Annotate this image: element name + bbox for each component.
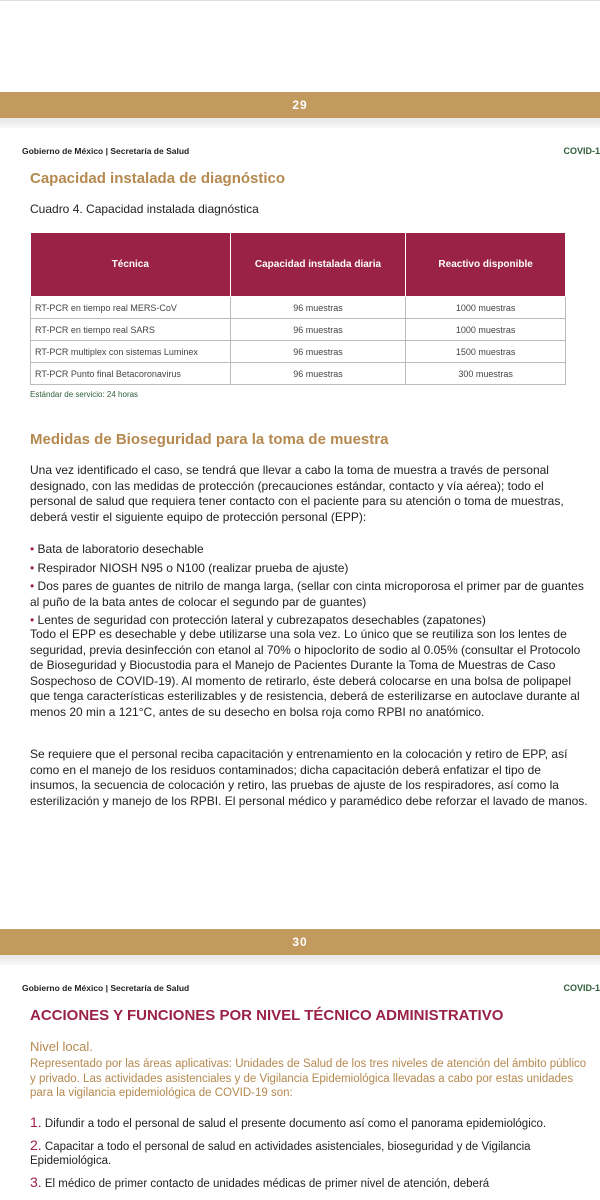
paragraph: Una vez identificado el caso, se tendrá que llevar a cabo la toma de muestra a través de personal designado, con las medidas de protección (precauciones estándar, contacto y vía aérea); todo el personal de salud que requiera tener contacto con el paciente para su atención o toma de muestras, deberá vestir el siguiente equipo de protección personal (EPP): [30,463,564,524]
table-cell: 1000 muestras [406,319,566,341]
page-number-band [0,929,600,955]
table-cell: RT-PCR Punto final Betacoronavirus [31,363,231,385]
covid-label: COVID-1 [563,146,600,156]
table-row [31,341,566,363]
page-header [0,128,600,156]
document-page-29 [0,128,600,928]
table-note: Estándar de servicio: 24 horas [30,390,139,399]
section-title: Capacidad instalada de diagnóstico [30,170,286,187]
government-label: Gobierno de México | Secretaría de Salud [22,146,190,156]
list-item: • Respirador NIOSH N95 o N100 (realizar prueba de ajuste) [30,560,349,575]
page-number-band [0,92,600,118]
table-cell: 300 muestras [406,363,566,385]
ppe-list [30,542,595,632]
table-cell: RT-PCR en tiempo real SARS [31,319,231,341]
table-header-cell: Reactivo disponible [406,233,566,297]
subsection-title: Nivel local. [30,1039,93,1054]
table-caption: Cuadro 4. Capacidad instalada diagnóstica [30,202,259,216]
covid-label: COVID-1 [563,983,600,993]
table-row [31,319,566,341]
list-item: 2. Capacitar a todo el personal de salud en actividades asistenciales, bioseguridad y de Vigilancia Epidemiológica. [30,1136,531,1167]
section-title: ACCIONES Y FUNCIONES POR NIVEL TÉCNICO ADMINISTRATIVO [30,1007,504,1024]
document-page-30 [0,965,600,1200]
table-cell: 96 muestras [230,341,406,363]
paragraph: Representado por las áreas aplicativas: Unidades de Salud de los tres niveles de atención del ámbito público y privado. Las actividades asistenciales y de Vigilancia Epidemiológica llevadas a cabo por estas unidades para la vigilancia epidemiológica de COVID-19 son: [30,1058,587,1099]
table-cell: RT-PCR multiplex con sistemas Luminex [31,341,231,363]
section-title: Medidas de Bioseguridad para la toma de muestra [30,431,389,448]
table-cell: 96 muestras [230,363,406,385]
list-item: 3. El médico de primer contacto de unidades médicas de primer nivel de atención, deberá [30,1173,490,1190]
list-item: • Lentes de seguridad con protección lateral y cubrezapatos desechables (zapatones) [30,613,486,627]
actions-list [30,1115,590,1197]
table-cell: 1000 muestras [406,297,566,319]
government-label: Gobierno de México | Secretaría de Salud [22,983,190,993]
table-header-cell: Técnica [31,233,231,297]
table-cell: 1500 muestras [406,341,566,363]
capacity-table [30,232,566,385]
list-item: • Bata de laboratorio desechable [30,542,204,556]
table-row [31,363,566,385]
previous-page-bottom [0,0,600,92]
paragraph: Todo el EPP es desechable y debe utilizarse una sola vez. Lo único que se reutiliza son los lentes de seguridad, previa desinfección con etanol al 70% o hipoclorito de sodio al 0.05% (consultar el Protocolo de Bioseguridad y Biocustodia para el Manejo de Pacientes Durante la Toma de Muestras de Caso Sospechoso de COVID-19). Al momento de retirarlo, éste deberá colocarse en una bolsa de polipapel que tenga características esterilizables y de resistencia, deberá de esterilizarse en autoclave durante al menos 20 min a 121°C, antes de su desecho en bolsa roja como RPBI no anatómico. [30,627,581,719]
page-number: 30 [292,935,308,949]
table-row [31,297,566,319]
table-cell: 96 muestras [230,319,406,341]
paragraph: Se requiere que el personal reciba capacitación y entrenamiento en la colocación y retiro de EPP, así como en el manejo de los residuos contaminados; dicha capacitación deberá enfatizar el tipo de insumos, la secuencia de colocación y retiro, las pruebas de ajuste de los respiradores, así como la esterilización y manejo de los RPBI. El personal médico y paramédico debe reforzar el lavado de manos. [30,747,588,808]
table-header-cell: Capacidad instalada diaria [230,233,406,297]
page-header [0,965,600,993]
table-cell: RT-PCR en tiempo real MERS-CoV [31,297,231,319]
table-cell: 96 muestras [230,297,406,319]
list-item: • Dos pares de guantes de nitrilo de manga larga, (sellar con cinta microporosa el primer par de guantes al puño de la bata antes de colocar el segundo par de guantes) [30,579,584,609]
list-item: 1. Difundir a todo el personal de salud el presente documento así como el panorama epidemiológico. [30,1114,547,1130]
page-number: 29 [292,98,308,112]
